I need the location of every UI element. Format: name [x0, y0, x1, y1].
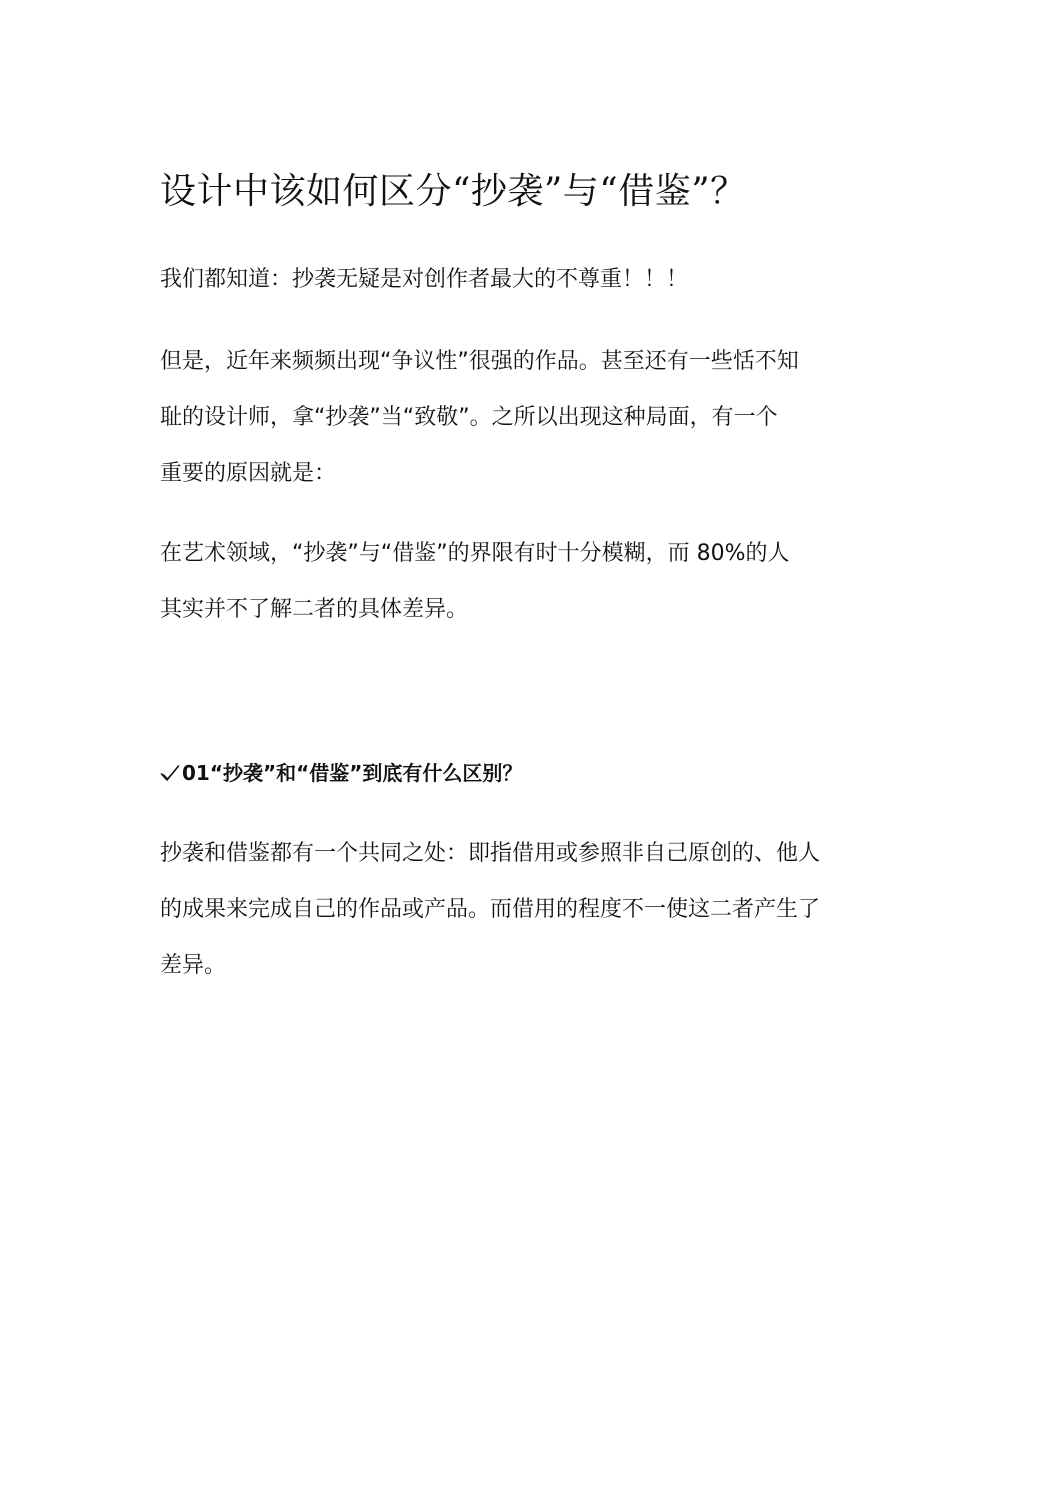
paragraph-line: 其实并不了解二者的具体差异。 — [160, 597, 469, 622]
section-heading — [160, 756, 900, 790]
paragraph-line: 差异。 — [160, 953, 227, 978]
paragraph-art-field — [160, 526, 900, 638]
intro-paragraph — [160, 252, 900, 308]
paragraph-line: 的成果来完成自己的作品或产品。而借用的程度不一使这二者产生了 — [160, 897, 821, 922]
section-heading-text: 01“抄袭”和“借鉴”到底有什么区别？ — [182, 761, 523, 785]
paragraph-line: 重要的原因就是： — [160, 461, 337, 486]
paragraph-line: 我们都知道：抄袭无疑是对创作者最大的不尊重！！！ — [160, 267, 689, 292]
paragraph-common-ground — [160, 826, 900, 994]
check-icon — [160, 763, 180, 783]
paragraph-controversy — [160, 334, 900, 502]
paragraph-line: 但是，近年来频频出现“争议性”很强的作品。甚至还有一些恬不知 — [160, 349, 799, 374]
paragraph-line: 耻的设计师，拿“抄袭”当“致敬”。之所以出现这种局面，有一个 — [160, 405, 778, 430]
paragraph-line: 抄袭和借鉴都有一个共同之处：即指借用或参照非自己原创的、他人 — [160, 841, 821, 866]
document-title: 设计中该如何区分“抄袭”与“借鉴”？ — [160, 171, 747, 212]
paragraph-line: 在艺术领域，“抄袭”与“借鉴”的界限有时十分模糊，而 80%的人 — [160, 541, 790, 566]
